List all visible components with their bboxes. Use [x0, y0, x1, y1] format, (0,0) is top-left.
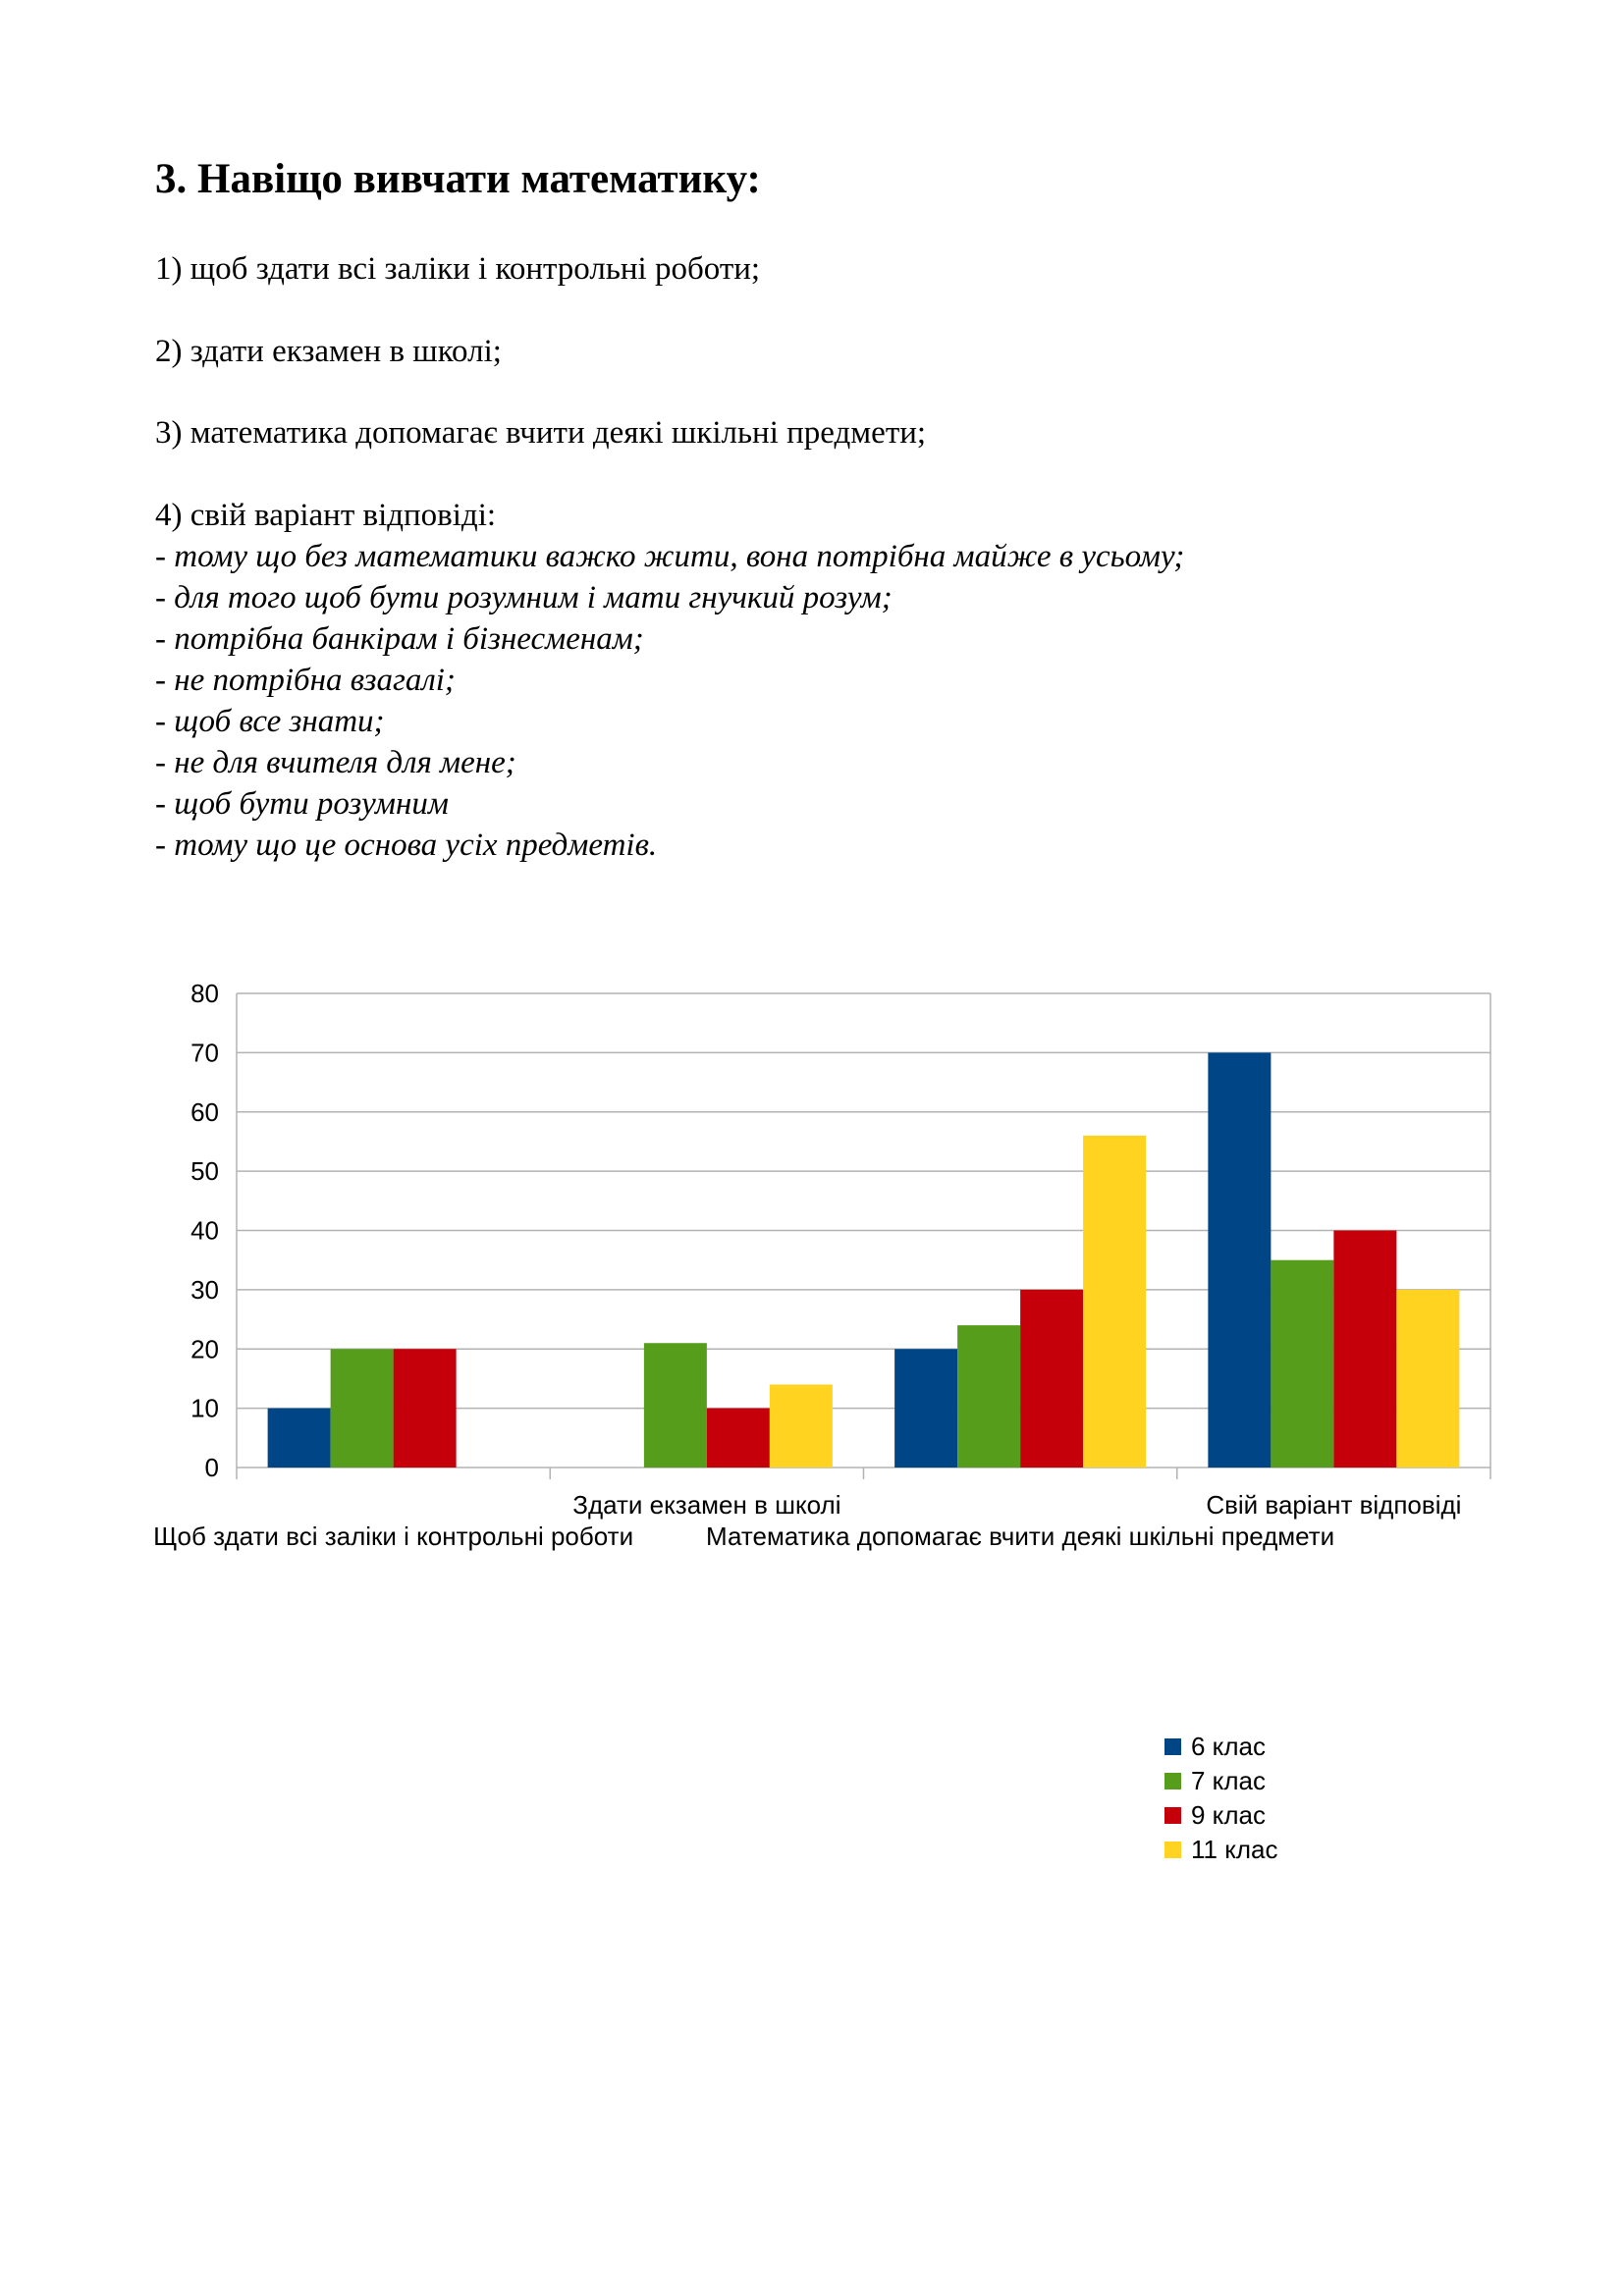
option-3: 3) математика допомагає вчити деякі шкільні предмети; — [155, 415, 927, 451]
option-4: 4) свій варіант відповіді: — [155, 498, 497, 533]
y-tick-label: 0 — [204, 1453, 219, 1482]
own-answer-item: - для того щоб бути розумним і мати гнучкий розум; — [155, 580, 893, 615]
y-tick-label: 30 — [190, 1274, 219, 1305]
bar — [268, 1409, 331, 1468]
page-title: 3. Навіщо вивчати математику: — [155, 156, 761, 202]
option-2: 2) здати екзамен в школі; — [155, 334, 502, 369]
own-answer-item: - тому що без математики важко жити, вона потрібна майже в усьому; — [155, 539, 1185, 574]
own-answer-item: - тому що це основа усіх предметів. — [155, 828, 658, 863]
bar — [1208, 1052, 1271, 1468]
chart-legend — [1164, 1730, 1278, 1867]
own-answer-item: - щоб все знати; — [155, 704, 385, 739]
x-category-label: Математика допомагає вчити деякі шкільні предмети — [706, 1522, 1335, 1551]
legend-item — [1164, 1798, 1278, 1833]
own-answer-item: - щоб бути розумним — [155, 786, 449, 822]
legend-label: 11 клас — [1191, 1835, 1278, 1864]
legend-label: 7 клас — [1191, 1766, 1266, 1795]
own-answer-item: - потрібна банкірам і бізнесменам; — [155, 621, 644, 657]
bar — [957, 1325, 1020, 1468]
option-1: 1) щоб здати всі заліки і контрольні роботи; — [155, 251, 761, 287]
legend-item — [1164, 1730, 1278, 1764]
bar — [644, 1343, 707, 1468]
bar — [331, 1349, 394, 1468]
y-tick-label: 50 — [190, 1156, 219, 1187]
legend-swatch — [1164, 1773, 1181, 1789]
bar — [1396, 1290, 1459, 1468]
bar — [1020, 1290, 1083, 1468]
y-tick-label: 80 — [190, 979, 219, 1008]
x-category-label: Щоб здати всі заліки і контрольні роботи — [153, 1522, 634, 1551]
x-category-label: Свій варіант відповіді — [1206, 1490, 1462, 1520]
bar — [1271, 1260, 1333, 1468]
legend-label: 9 клас — [1191, 1800, 1266, 1830]
legend-item — [1164, 1833, 1278, 1867]
bar — [707, 1409, 770, 1468]
y-tick-label: 70 — [190, 1038, 219, 1068]
legend-swatch — [1164, 1842, 1181, 1858]
legend-item — [1164, 1764, 1278, 1798]
bar — [1083, 1136, 1146, 1468]
own-answer-item: - не для вчителя для мене; — [155, 745, 516, 780]
bar — [1333, 1231, 1396, 1468]
bar — [394, 1349, 457, 1468]
bar — [894, 1349, 957, 1468]
y-tick-label: 20 — [190, 1334, 219, 1364]
y-tick-label: 60 — [190, 1096, 219, 1127]
legend-label: 6 клас — [1191, 1732, 1266, 1761]
legend-swatch — [1164, 1738, 1181, 1755]
x-category-label: Здати екзамен в школі — [572, 1490, 841, 1520]
bar — [770, 1384, 833, 1468]
own-answer-item: - не потрібна взагалі; — [155, 663, 456, 698]
legend-swatch — [1164, 1807, 1181, 1824]
y-tick-label: 40 — [190, 1215, 219, 1246]
y-tick-label: 10 — [190, 1393, 219, 1423]
